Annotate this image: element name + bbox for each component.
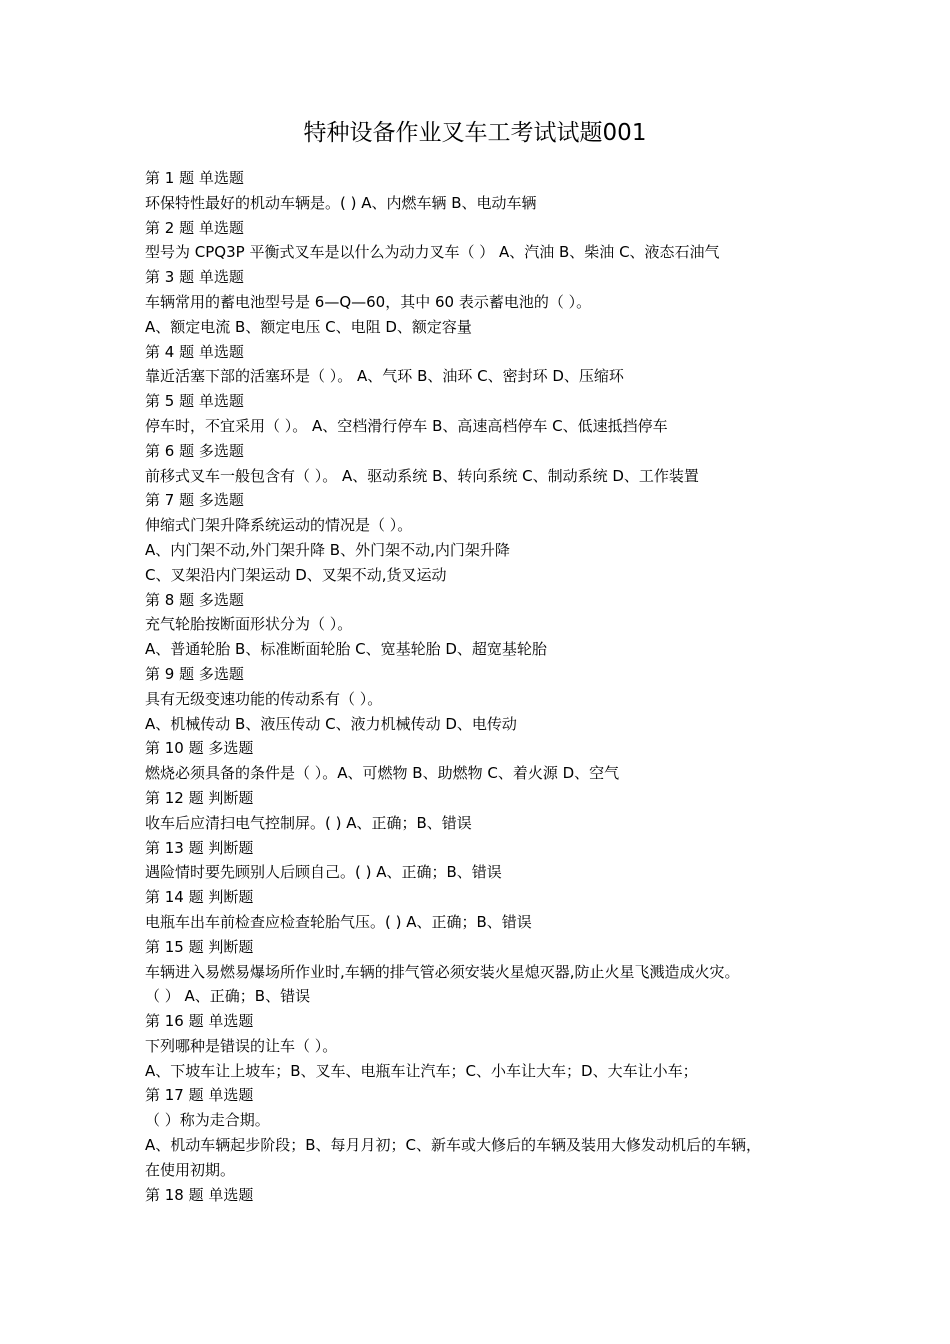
document-line: （ ） A、正确；B、错误	[145, 987, 311, 1006]
document-line: 第 13 题 判断题	[145, 838, 254, 857]
document-line: 第 10 题 多选题	[145, 739, 254, 758]
document-line: 第 14 题 判断题	[145, 888, 254, 907]
document-line: 第 1 题 单选题	[145, 169, 244, 187]
document-line: 第 18 题 单选题	[145, 1185, 254, 1204]
document-line: 遇险情时要先顾别人后顾自己。( ) A、正确；B、错误	[145, 863, 502, 882]
document-line: 靠近活塞下部的活塞环是（ ）。 A、气环 B、油环 C、密封环 D、压缩环	[145, 367, 624, 386]
document-line: A、额定电流 B、额定电压 C、电阻 D、额定容量	[145, 317, 472, 336]
document-line: A、机动车辆起步阶段；B、每月月初；C、新车或大修后的车辆及装用大修发动机后的车辆，	[145, 1136, 762, 1155]
document-line: 第 5 题 单选题	[145, 392, 244, 411]
document-line: 第 17 题 单选题	[145, 1086, 254, 1105]
document-line: 第 7 题 多选题	[145, 491, 244, 510]
document-line: 收车后应清扫电气控制屏。( ) A、正确；B、错误	[145, 813, 472, 832]
document-line: 在使用初期。	[145, 1160, 236, 1179]
document-line: 燃烧必须具备的条件是（ ）。A、可燃物 B、助燃物 C、着火源 D、空气	[145, 764, 620, 783]
document-line: 第 9 题 多选题	[145, 664, 244, 683]
document-line: 车辆常用的蓄电池型号是 6—Q—60，其中 60 表示蓄电池的（ ）。	[145, 292, 592, 311]
document-line: 电瓶车出车前检查应检查轮胎气压。( ) A、正确；B、错误	[145, 912, 532, 931]
document-line: 停车时，不宜采用（ ）。 A、空档滑行停车 B、高速高档停车 C、低速抵挡停车	[145, 416, 668, 435]
document-line: 车辆进入易燃易爆场所作业时,车辆的排气管必须安装火星熄灭器,防止火星飞溅造成火灾。	[145, 962, 740, 981]
document-line: 第 2 题 单选题	[145, 218, 244, 237]
document-body	[145, 166, 825, 1207]
document-line: （ ）称为走合期。	[145, 1111, 270, 1130]
document-line: 第 4 题 单选题	[145, 342, 244, 361]
document-line: 第 6 题 多选题	[145, 441, 244, 460]
document-line: 第 16 题 单选题	[145, 1012, 254, 1031]
document-line: A、内门架不动,外门架升降 B、外门架不动,内门架升降	[145, 540, 510, 559]
document-line: 环保特性最好的机动车辆是。( ) A、内燃车辆 B、电动车辆	[145, 193, 537, 212]
document-line: 充气轮胎按断面形状分为（ ）。	[145, 615, 353, 634]
document-line: C、叉架沿内门架运动 D、叉架不动,货叉运动	[145, 565, 447, 584]
document-line: 第 15 题 判断题	[145, 937, 254, 956]
document-line: 型号为 CPQ3P 平衡式叉车是以什么为动力叉车（ ） A、汽油 B、柴油 C、液态石油气	[145, 243, 720, 262]
document-line: A、机械传动 B、液压传动 C、液力机械传动 D、电传动	[145, 714, 517, 733]
document-line: 具有无级变速功能的传动系有（ ）。	[145, 689, 383, 708]
document-line: 第 12 题 判断题	[145, 788, 254, 807]
document-line: A、普通轮胎 B、标准断面轮胎 C、宽基轮胎 D、超宽基轮胎	[145, 640, 547, 659]
document-line: 下列哪种是错误的让车（ ）。	[145, 1036, 338, 1055]
document-line: 伸缩式门架升降系统运动的情况是（ ）。	[145, 516, 413, 535]
document-line: A、下坡车让上坡车；B、叉车、电瓶车让汽车；C、小车让大车；D、大车让小车；	[145, 1061, 698, 1080]
document-title: 特种设备作业叉车工考试试题001	[303, 120, 647, 146]
document-line: 第 3 题 单选题	[145, 268, 244, 287]
document-line: 第 8 题 多选题	[145, 590, 244, 609]
document-line: 前移式叉车一般包含有（ ）。 A、驱动系统 B、转向系统 C、制动系统 D、工作装置	[145, 466, 699, 485]
